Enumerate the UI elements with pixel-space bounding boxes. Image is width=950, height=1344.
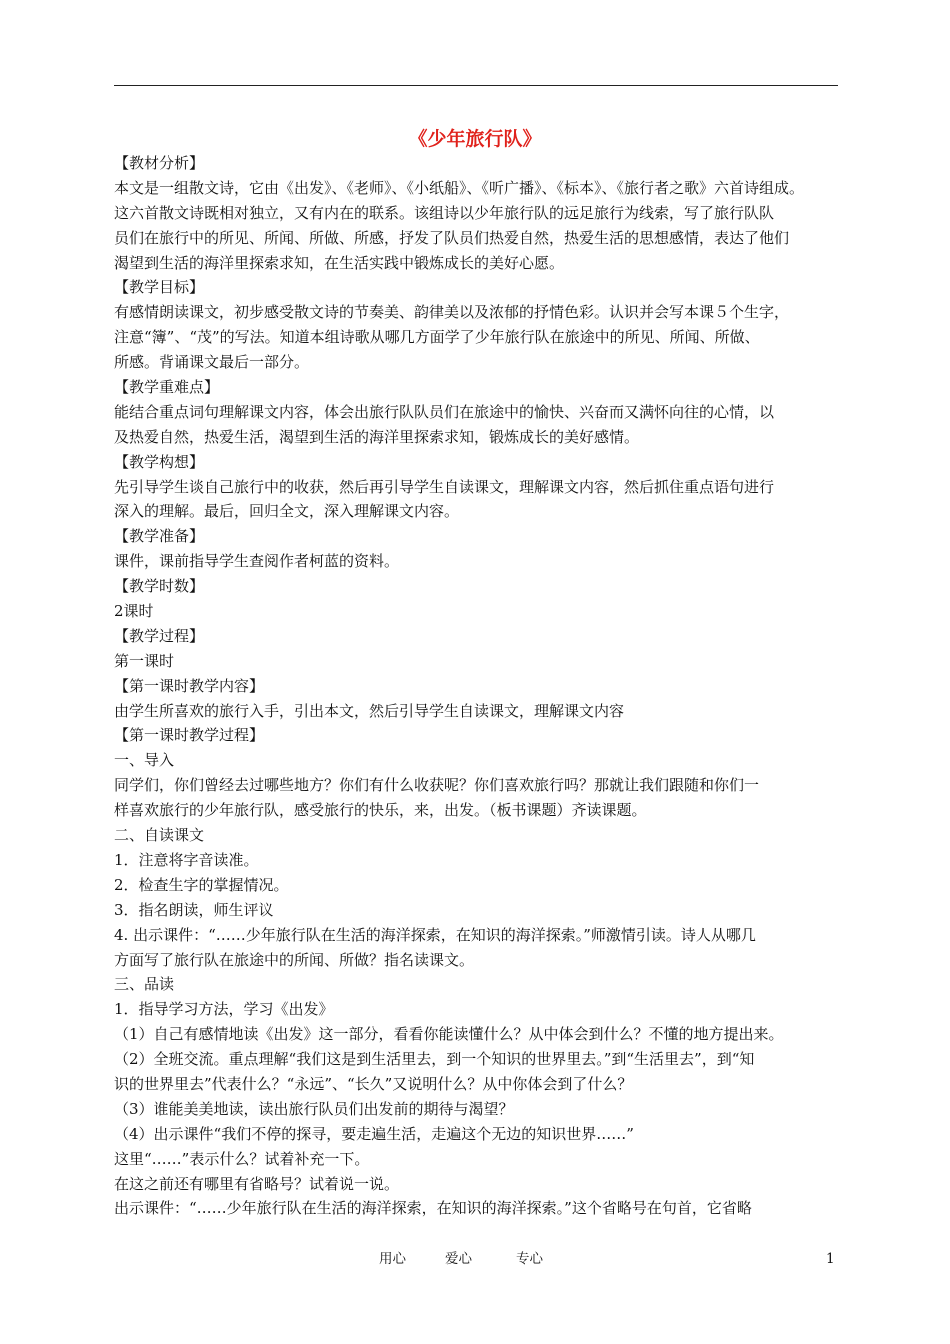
text-line: 先引导学生谈自己旅行中的收获，然后再引导学生自读课文，理解课文内容，然后抓住重点语句进行 — [114, 477, 775, 496]
text-line: （3）谁能美美地读，读出旅行队员们出发前的期待与渴望？ — [114, 1099, 514, 1118]
text-line: 由学生所喜欢的旅行入手，引出本文，然后引导学生自读课文，理解课文内容 — [114, 701, 625, 720]
text-line: 【教学重难点】 — [114, 378, 220, 397]
text-line: 本文是一组散文诗，它由《出发》、《老师》、《小纸船》、《听广播》、《标本》、《旅行者之歌》六首诗组成。 — [114, 178, 805, 197]
text-line: 深入的理解。最后，回归全文，深入理解课文内容。 — [114, 502, 460, 521]
text-line: 【第一课时教学过程】 — [114, 726, 265, 745]
footer-text-2: 爱心 — [445, 1251, 472, 1267]
text-line: 出示课件：“……少年旅行队在生活的海洋探索，在知识的海洋探索。”这个省略号在句首，它省略 — [114, 1199, 752, 1218]
text-line: 能结合重点词句理解课文内容，体会出旅行队队员们在旅途中的愉快、兴奋而又满怀向往的心情，以 — [114, 402, 775, 421]
text-line: 渴望到生活的海洋里探索求知，在生活实践中锻炼成长的美好心愿。 — [114, 253, 565, 272]
header-rule — [114, 85, 838, 86]
text-line: 识的世界里去”代表什么？“永远”、“长久”又说明什么？从中你体会到了什么？ — [114, 1074, 633, 1093]
text-line: 二、自读课文 — [114, 826, 205, 845]
text-line: 同学们，你们曾经去过哪些地方？你们有什么收获呢？你们喜欢旅行吗？那就让我们跟随和你们一 — [114, 776, 760, 795]
text-line: 有感情朗读课文，初步感受散文诗的节奏美、韵律美以及浓郁的抒情色彩。认识并会写本课５个生字， — [114, 303, 790, 322]
text-line: 3．指名朗读，师生评议 — [114, 900, 274, 919]
page-number: 1 — [826, 1251, 835, 1267]
text-line: 1．注意将字音读准。 — [114, 850, 259, 869]
text-line: 样喜欢旅行的少年旅行队，感受旅行的快乐，来，出发。（板书课题）齐读课题。 — [114, 801, 647, 820]
text-line: 【教学构想】 — [114, 452, 205, 471]
footer-text-1: 用心 — [379, 1251, 406, 1267]
text-line: 【教材分析】 — [114, 154, 205, 172]
text-line: 【教学过程】 — [114, 626, 205, 645]
text-line: 三、品读 — [114, 975, 175, 994]
text-line: 【第一课时教学内容】 — [114, 676, 265, 695]
footer-text-3: 专心 — [516, 1251, 543, 1267]
text-line: 在这之前还有哪里有省略号？试着说一说。 — [114, 1174, 400, 1193]
text-line: 第一课时 — [114, 651, 175, 670]
text-line: 2课时 — [114, 602, 154, 621]
document-title: 《少年旅行队》 — [408, 128, 542, 150]
text-line: 4. 出示课件：“……少年旅行队在生活的海洋探索，在知识的海洋探索。”师激情引读。诗人从哪几 — [114, 925, 756, 944]
text-line: 方面写了旅行队在旅途中的所闻、所做？指名读课文。 — [114, 950, 475, 969]
text-line: 这里“……”表示什么？试着补充一下。 — [114, 1149, 370, 1168]
text-line: 2．检查生字的掌握情况。 — [114, 875, 289, 894]
text-line: 员们在旅行中的所见、所闻、所做、所感，抒发了队员们热爱自然，热爱生活的思想感情，表达了他们 — [114, 228, 790, 247]
text-line: 及热爱自然，热爱生活，渴望到生活的海洋里探索求知，锻炼成长的美好感情。 — [114, 427, 640, 446]
text-line: 注意“簿”、“茂”的写法。知道本组诗歌从哪几方面学了少年旅行队在旅途中的所见、所闻、所做、 — [114, 328, 760, 347]
text-line: 所感。背诵课文最后一部分。 — [114, 353, 310, 372]
text-line: 这六首散文诗既相对独立，又有内在的联系。该组诗以少年旅行队的远足旅行为线索，写了旅行队队 — [114, 203, 775, 222]
text-line: 1．指导学习方法，学习《出发》 — [114, 1000, 334, 1019]
text-line: 一、导入 — [114, 751, 175, 770]
text-line: 【教学准备】 — [114, 527, 205, 546]
text-line: 【教学目标】 — [114, 278, 205, 297]
text-line: 【教学时数】 — [114, 577, 205, 596]
text-line: 课件，课前指导学生查阅作者柯蓝的资料。 — [114, 552, 400, 571]
text-line: （1）自己有感情地读《出发》这一部分，看看你能读懂什么？从中体会到什么？不懂的地方提出来。 — [114, 1025, 784, 1044]
text-line: （2）全班交流。重点理解“我们这是到生活里去，到一个知识的世界里去。”到“生活里去”，到“知 — [114, 1050, 755, 1069]
document-body — [114, 151, 844, 1221]
text-line: （4）出示课件“我们不停的探寻，要走遍生活，走遍这个无边的知识世界……” — [114, 1124, 634, 1143]
